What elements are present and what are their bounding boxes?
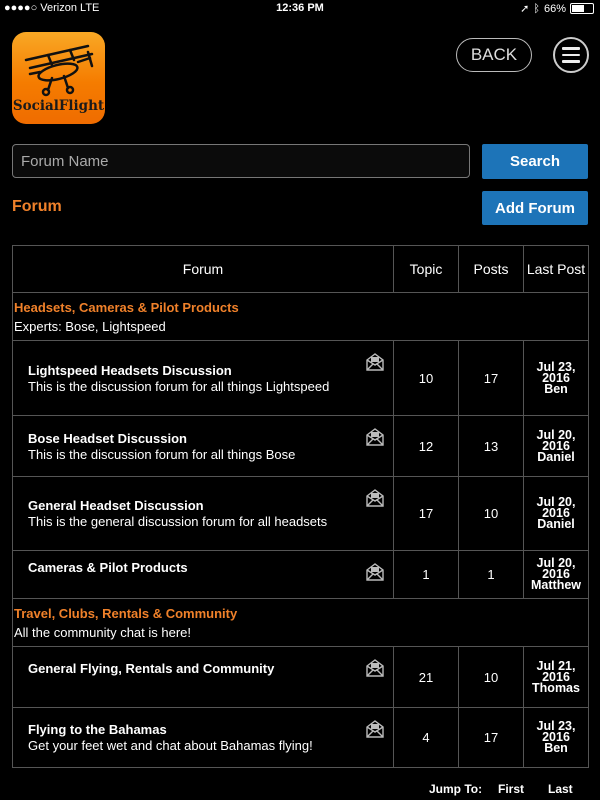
forum-row[interactable] — [13, 708, 589, 768]
last-post[interactable] — [524, 708, 589, 768]
biplane-icon — [18, 38, 100, 98]
battery-icon — [570, 3, 594, 14]
last-page-link[interactable]: Last — [548, 782, 573, 796]
app-logo[interactable] — [12, 32, 105, 124]
category-title[interactable]: Headsets, Cameras & Pilot Products — [14, 300, 239, 315]
last-post-year: 2016 — [542, 669, 570, 684]
post-count: 10 — [459, 647, 524, 708]
forum-row[interactable] — [13, 416, 589, 477]
post-count: 17 — [459, 708, 524, 768]
forum-title[interactable]: Lightspeed Headsets Discussion — [28, 362, 232, 378]
post-count: 10 — [459, 477, 524, 551]
envelope-icon[interactable] — [365, 489, 385, 512]
forum-name-input[interactable] — [12, 144, 470, 178]
post-count: 17 — [459, 341, 524, 416]
column-header-last-post: Last Post — [524, 246, 589, 293]
category-title[interactable]: Travel, Clubs, Rentals & Community — [14, 606, 238, 621]
last-post-date: Jul 21, — [536, 658, 576, 673]
topic-count: 10 — [394, 341, 459, 416]
brand-name: SocialFlight — [12, 98, 105, 114]
last-post-user: Matthew — [531, 578, 581, 592]
envelope-icon[interactable] — [365, 428, 385, 451]
forum-row[interactable] — [13, 551, 589, 599]
topic-count: 21 — [394, 647, 459, 708]
last-post-user: Daniel — [537, 449, 575, 464]
last-post-year: 2016 — [542, 567, 570, 581]
last-post-date: Jul 23, — [536, 359, 576, 374]
clock: 12:36 PM — [276, 2, 324, 14]
jump-to-label: Jump To: — [429, 782, 483, 796]
envelope-icon[interactable] — [365, 720, 385, 743]
search-button[interactable]: Search — [482, 144, 588, 179]
envelope-icon[interactable] — [365, 659, 385, 682]
last-post-user: Thomas — [532, 680, 580, 695]
bluetooth-icon: ᛒ — [533, 2, 540, 15]
forum-title[interactable]: General Headset Discussion — [28, 498, 204, 513]
last-post-user: Daniel — [537, 517, 575, 531]
carrier-label: ●●●●○ Verizon LTE — [4, 2, 100, 14]
add-forum-button[interactable]: Add Forum — [482, 191, 588, 225]
last-post[interactable] — [524, 477, 589, 551]
category-row — [13, 599, 589, 647]
battery-percent: 66% — [543, 2, 566, 15]
post-count: 13 — [459, 416, 524, 477]
hamburger-icon-bar — [562, 54, 580, 57]
last-post-user: Ben — [544, 741, 568, 755]
last-post-user: Ben — [544, 381, 568, 396]
column-header-posts: Posts — [459, 246, 524, 293]
location-icon: ➚ — [520, 3, 530, 15]
last-post-year: 2016 — [542, 730, 570, 744]
last-post[interactable] — [524, 647, 589, 708]
forum-description: This is the general discussion forum for all headsets — [28, 514, 328, 529]
forum-title[interactable]: Bose Headset Discussion — [28, 430, 187, 446]
forum-title[interactable]: Flying to the Bahamas — [28, 722, 167, 737]
last-post-date: Jul 20, — [536, 495, 576, 509]
last-post-date: Jul 20, — [536, 556, 576, 570]
column-header-forum: Forum — [13, 246, 394, 293]
forum-row[interactable] — [13, 341, 589, 416]
menu-button[interactable] — [553, 37, 589, 73]
hamburger-icon-bar — [562, 47, 580, 50]
back-button[interactable]: BACK — [456, 38, 532, 72]
forum-title[interactable]: General Flying, Rentals and Community — [28, 661, 275, 676]
last-post-year: 2016 — [542, 438, 570, 453]
last-post[interactable] — [524, 551, 589, 599]
topic-count: 17 — [394, 477, 459, 551]
topic-count: 1 — [394, 551, 459, 599]
last-post-date: Jul 23, — [536, 719, 576, 733]
status-right — [520, 2, 594, 15]
envelope-icon[interactable] — [365, 353, 385, 376]
forum-description: This is the discussion forum for all things Bose — [28, 446, 296, 462]
first-page-link[interactable]: First — [498, 782, 525, 796]
category-description: All the community chat is here! — [14, 625, 192, 640]
last-post-date: Jul 20, — [536, 427, 576, 442]
forum-description: This is the discussion forum for all things Lightspeed — [28, 378, 330, 394]
last-post-year: 2016 — [542, 370, 570, 385]
last-post[interactable] — [524, 341, 589, 416]
last-post[interactable] — [524, 416, 589, 477]
category-description: Experts: Bose, Lightspeed — [14, 319, 166, 334]
forum-title[interactable]: Cameras & Pilot Products — [28, 560, 188, 575]
envelope-icon[interactable] — [365, 563, 385, 586]
pagination — [0, 782, 600, 800]
column-header-topic: Topic — [394, 246, 459, 293]
forum-table — [12, 245, 588, 768]
hamburger-icon-bar — [562, 60, 580, 63]
forum-row[interactable] — [13, 477, 589, 551]
forum-description: Get your feet wet and chat about Bahamas flying! — [28, 738, 313, 753]
forum-row[interactable] — [13, 647, 589, 708]
section-heading: Forum — [12, 198, 62, 215]
status-bar — [0, 0, 600, 16]
category-row — [13, 293, 589, 341]
topic-count: 12 — [394, 416, 459, 477]
post-count: 1 — [459, 551, 524, 599]
table-header-row — [13, 246, 589, 293]
topic-count: 4 — [394, 708, 459, 768]
last-post-year: 2016 — [542, 506, 570, 520]
